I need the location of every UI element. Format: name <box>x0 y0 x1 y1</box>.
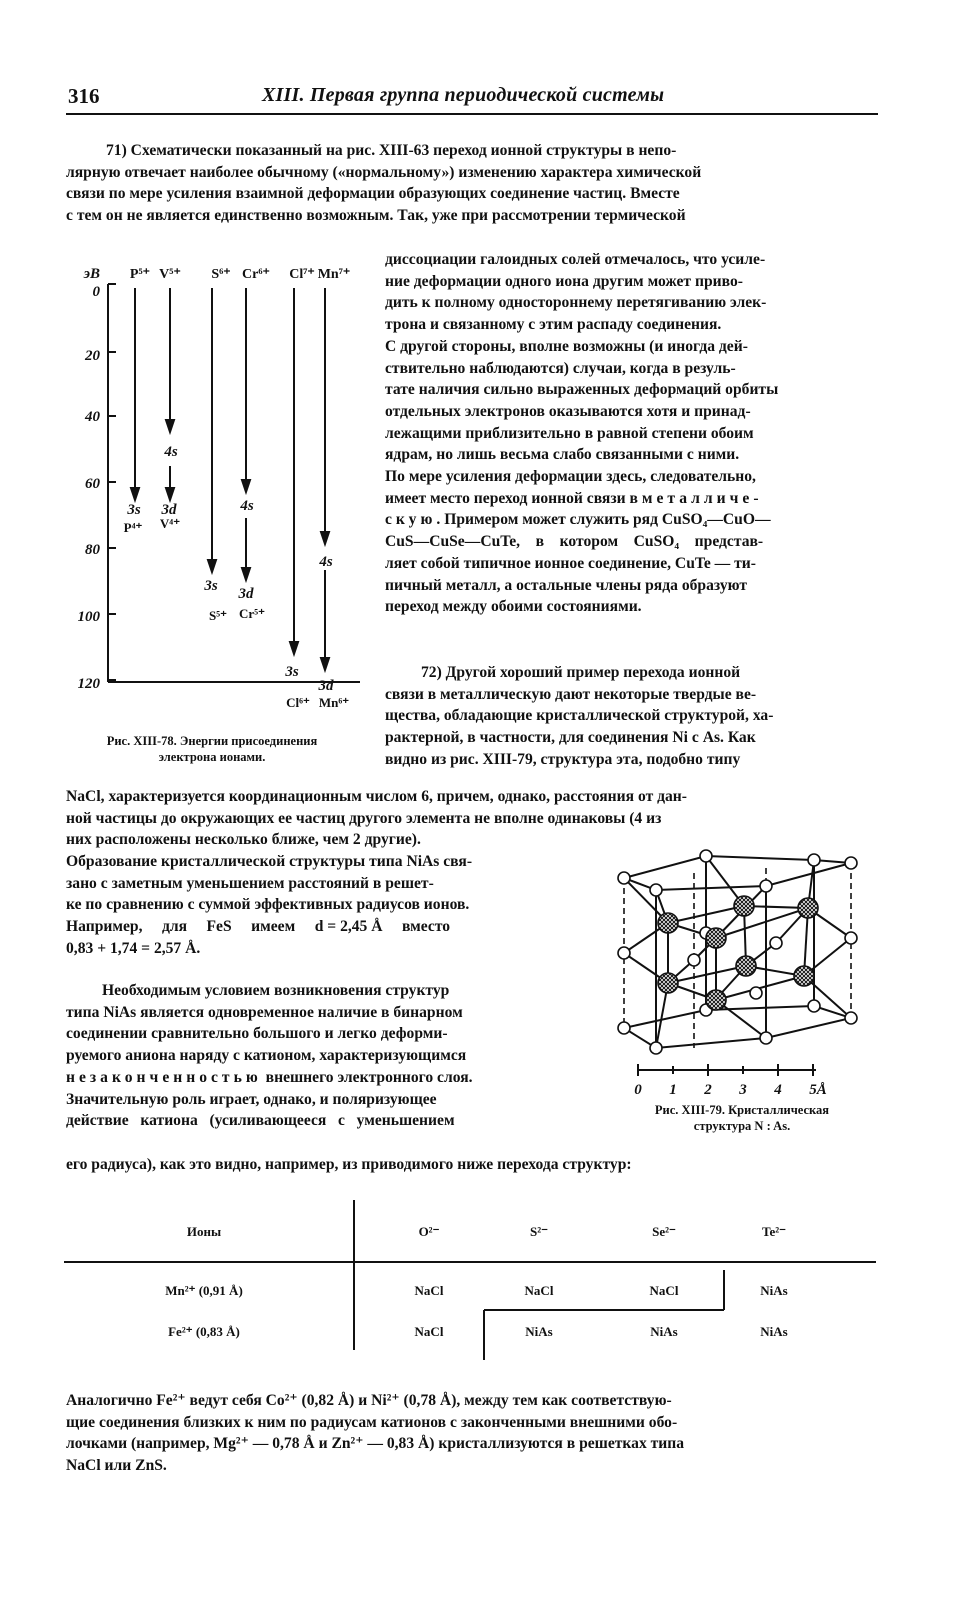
paragraph-73-full <box>66 1154 878 1176</box>
table-cell: NiAs <box>650 1324 678 1339</box>
y-tick-label: 20 <box>85 348 100 364</box>
y-tick-label: 100 <box>78 609 100 625</box>
table-header: Te²⁻ <box>761 1224 787 1239</box>
ion-label-cl6: Cl⁶⁺ <box>286 695 310 710</box>
table-cell: NaCl <box>649 1283 679 1298</box>
y-tick-label: 0 <box>92 284 100 300</box>
text-line: 71) Схематически показанный на рис. XIII-63 переход ионной структуры в непо- <box>106 142 677 159</box>
y-tick-label: 40 <box>85 409 100 425</box>
figure-xiii-78-caption <box>62 733 362 765</box>
orbital-label: 4s <box>319 554 333 570</box>
orbital-label: 3s <box>285 664 299 680</box>
text-line: щие соединения близких к ним по радиусам катионов с законченными внешними обо- <box>66 1413 678 1431</box>
text-line: Например, для FeS имеем d = 2,45 Å вместо <box>66 918 451 936</box>
paragraph-closing <box>66 1390 878 1477</box>
energy-arrow <box>242 480 250 492</box>
orbital-label: 4s <box>240 498 254 514</box>
table-cell: NaCl <box>524 1283 554 1298</box>
text-line: NaCl или ZnS. <box>66 1457 167 1475</box>
energy-arrow <box>321 532 329 544</box>
paragraph-72-left <box>66 851 586 960</box>
energy-arrow <box>166 488 174 500</box>
scale-label: 3 <box>739 1082 747 1098</box>
y-tick-label: 120 <box>78 676 100 692</box>
header-rule <box>66 113 878 115</box>
text-line: ствительно наблюдаются) случаи, когда в резуль- <box>385 359 736 377</box>
text-line: щества, обладающие кристаллической структурой, ха- <box>385 707 774 725</box>
text-line: лежащими приблизительно в равной степени обоим <box>385 424 754 442</box>
text-line <box>385 488 878 510</box>
text-line: трона и связанному с этим распаду соединения. <box>385 316 722 334</box>
page-number: 316 <box>68 84 100 108</box>
text-run: внешнего электронного слоя. <box>265 1068 473 1086</box>
text-line: 0,83 + 1,74 = 2,57 Å. <box>66 939 201 957</box>
text-run: . Примером может служить ряд CuSO₄—CuO— <box>436 511 771 529</box>
orbital-label: 4s <box>164 444 178 460</box>
table-header: Se²⁻ <box>652 1224 676 1239</box>
table-header: O²⁻ <box>418 1224 440 1239</box>
table-cell: NaCl <box>414 1283 444 1298</box>
text-line: типа NiAs является одновременное наличие в бинарном <box>66 1003 463 1021</box>
orbital-label: 3d <box>238 586 254 602</box>
caption-line: Рис. XIII-78. Энергии присоединения <box>106 734 318 748</box>
text-line: С другой стороны, вполне возможны (и иногда дей- <box>385 337 748 355</box>
text-line: ке по сравнению с суммой эффективных радиусов ионов. <box>66 896 470 914</box>
ion-label-cr5: Cr⁵⁺ <box>239 606 265 621</box>
ion-label-v4: V⁴⁺ <box>159 516 181 531</box>
text-line: ядрам, но лишь весьма слабо связанными с ними. <box>385 446 740 464</box>
table-cell: NiAs <box>525 1324 553 1339</box>
table-row-label: Fe²⁺ (0,83 Å) <box>168 1324 240 1339</box>
spaced-term: незаконченностью <box>66 1068 262 1086</box>
text-line: переход между обоими состояниями. <box>385 598 642 616</box>
text-line: дить к полному одностороннему перетягиванию элек- <box>385 294 767 312</box>
table-header: Ионы <box>186 1224 222 1239</box>
energy-arrow <box>131 488 139 500</box>
y-tick-label: 60 <box>85 476 100 492</box>
paragraph-71 <box>66 140 878 227</box>
text-line <box>385 509 878 531</box>
paragraph-71-continued <box>385 249 878 618</box>
scale-label: 2 <box>704 1082 712 1098</box>
caption-line: электрона ионами. <box>158 750 266 764</box>
energy-arrow <box>290 642 298 654</box>
text-line: ние деформации одного иона другим может приво- <box>385 272 743 290</box>
ion-label-p5: P⁵⁺ <box>129 267 151 282</box>
energy-arrow <box>208 560 216 572</box>
ion-label-s5: S⁵⁺ <box>209 608 227 623</box>
ion-label-mn7: Mn⁷⁺ <box>317 267 351 282</box>
text-line: пичный металл, а остальные члены ряда образуют <box>385 576 747 594</box>
text-line: Аналогично Fe²⁺ ведут себя Co²⁺ (0,82 Å) и Ni²⁺ (0,78 Å), между тем как соответствую- <box>66 1392 672 1409</box>
ion-label-s6: S⁶⁺ <box>211 267 231 282</box>
text-line: соединении сравнительно большого и легко деформи- <box>66 1025 448 1043</box>
spaced-term: скую <box>385 511 437 529</box>
text-line: Образование кристаллической структуры типа NiAs свя- <box>66 853 473 870</box>
text-line: рактерной, в частности, для соединения Ni с As. Как <box>385 729 756 747</box>
scale-label: 0 <box>634 1082 642 1098</box>
text-line: лярную отвечает наиболее обычному («нормальному») изменению характера химической <box>66 163 702 181</box>
energy-arrow <box>166 420 174 432</box>
y-axis-unit: эВ <box>83 266 100 282</box>
text-line: Необходимым условием возникновения структур <box>102 982 450 999</box>
orbital-label: 3s <box>127 502 141 518</box>
small-atoms <box>618 850 857 1054</box>
text-line: зано с заметным уменьшением расстояний в решет- <box>66 874 434 892</box>
energy-arrow <box>242 568 250 580</box>
text-line: с тем он не является единственно возможным. Так, уже при рассмотрении термической <box>66 207 686 225</box>
table-cell: NiAs <box>760 1283 788 1298</box>
orbital-label: 3d <box>318 678 334 694</box>
text-line: руемого аниона наряду с катионом, характеризующимся <box>66 1047 467 1065</box>
spaced-term: металличе- <box>641 489 763 507</box>
caption-line: Рис. XIII-79. Кристаллическая <box>654 1103 830 1117</box>
text-line: его радиуса), как это видно, например, из приводимого ниже перехода структур: <box>66 1156 632 1173</box>
caption-line: структура N : As. <box>693 1119 791 1133</box>
text-line: действие катиона (усиливающееся с уменьшением <box>66 1112 455 1130</box>
table-cell: NiAs <box>760 1324 788 1339</box>
text-line: диссоциации галоидных солей отмечалось, что усиле- <box>385 251 766 268</box>
text-line: связи в металлическую дают некоторые твердые ве- <box>385 685 757 703</box>
text-line: лочками (например, Mg²⁺ — 0,78 Å и Zn²⁺ — 0,83 Å) кристаллизуются в решетках типа <box>66 1435 685 1453</box>
paragraph-72-start <box>385 662 878 771</box>
scale-label: 4 <box>774 1082 782 1098</box>
ion-label-mn6: Mn⁶⁺ <box>318 695 350 710</box>
running-title: XIII. Первая группа периодической системы <box>262 84 665 106</box>
figure-xiii-79-caption <box>604 1102 880 1134</box>
ion-label-v5: V⁵⁺ <box>159 267 181 282</box>
scale-label: 5Å <box>809 1082 827 1098</box>
ion-label-p4: P⁴⁺ <box>123 520 143 535</box>
ion-structure-table <box>64 1200 876 1370</box>
text-line: По мере усиления деформации здесь, следовательно, <box>385 468 756 486</box>
text-line: них расположены несколько ближе, чем 2 другие). <box>66 831 421 849</box>
text-line: 72) Другой хороший пример перехода ионной <box>421 664 741 681</box>
text-line <box>66 1067 586 1089</box>
text-line: NaCl, характеризуется координационным числом 6, причем, однако, расстояния от дан- <box>66 788 687 805</box>
ion-label-cl7: Cl⁷⁺ <box>289 267 315 282</box>
orbital-label: 3s <box>204 578 218 594</box>
text-line: отдельных электронов оказываются хотя и принад- <box>385 402 751 420</box>
figure-xiii-78 <box>78 258 380 736</box>
text-line: Значительную роль играет, однако, и поляризующее <box>66 1090 437 1108</box>
energy-arrow <box>321 658 329 670</box>
scale-label: 1 <box>669 1082 677 1098</box>
running-header <box>66 84 878 118</box>
text-run: имеет место переход ионной связи в <box>385 489 638 507</box>
text-line: связи по мере усиления взаимной деформации образующих соединение частиц. Вместе <box>66 185 680 203</box>
text-line: CuS—CuSe—CuTe, в котором CuSO₄ представ- <box>385 533 764 551</box>
orbital-label: 3d <box>161 502 177 518</box>
text-line: тате наличия сильно выраженных деформаций орбиты <box>385 381 779 399</box>
y-tick-label: 80 <box>85 542 100 558</box>
table-cell: NaCl <box>414 1324 444 1339</box>
paragraph-73-left <box>66 980 586 1132</box>
text-line: ляет собой типичное ионное соединение, CuTe — ти- <box>385 554 756 572</box>
table-header: S²⁻ <box>530 1224 548 1239</box>
ion-label-cr6: Cr⁶⁺ <box>242 267 270 282</box>
text-line: ной частицы до окружающих ее частиц другого элемента не вполне одинаковы (4 из <box>66 809 662 827</box>
figure-xiii-79 <box>606 838 878 1102</box>
table-row-label: Mn²⁺ (0,91 Å) <box>165 1283 243 1298</box>
text-line: видно из рис. XIII-79, структура эта, подобно типу <box>385 750 741 768</box>
